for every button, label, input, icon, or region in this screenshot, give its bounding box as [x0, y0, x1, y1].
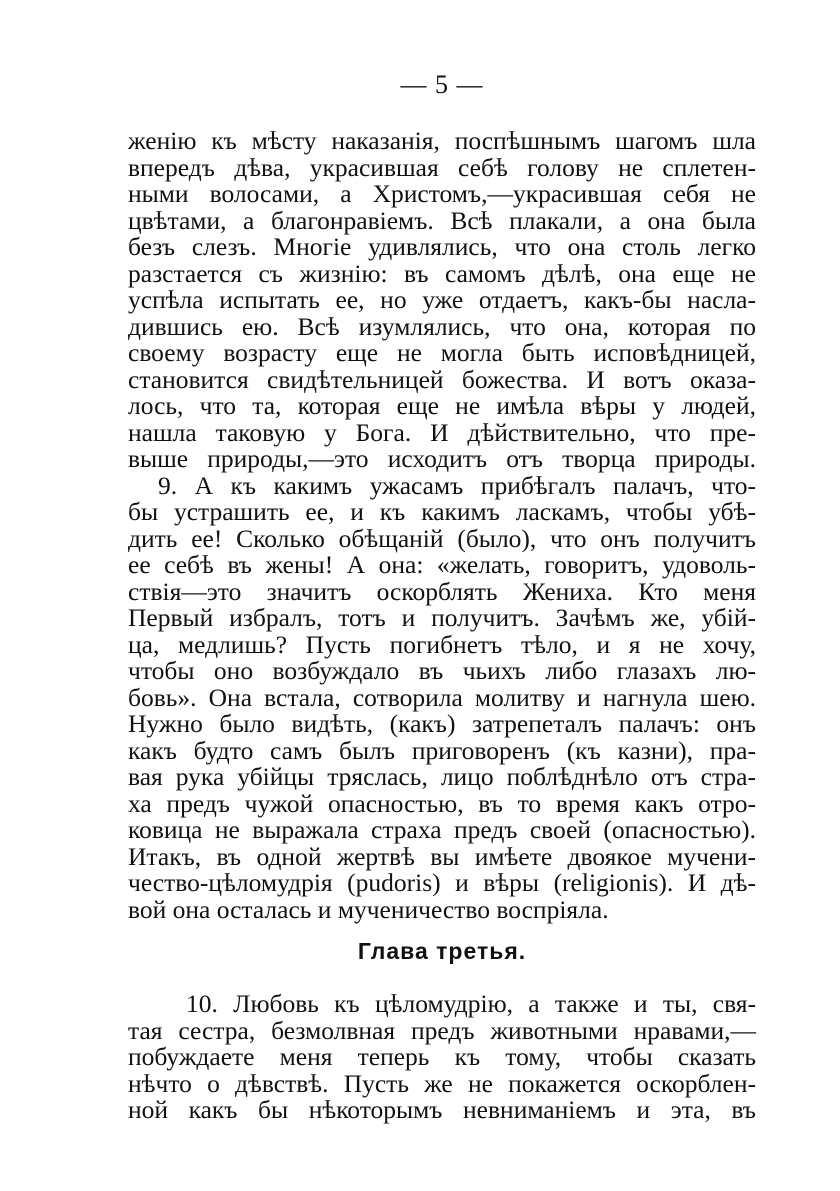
- text-line: нашла таковую у Бога. И дѣйствительно, что пре-: [128, 417, 756, 447]
- text-line: ствія—это значитъ оскорблять Жениха. Кто меня: [128, 576, 756, 606]
- text-line: своему возрасту еще не могла быть исповѣдницей,: [128, 338, 756, 367]
- body-text: [128, 128, 756, 923]
- body-text-continued: [128, 991, 756, 1124]
- text-line: чтобы оно возбуждало въ чьихъ либо глазахъ лю-: [128, 656, 756, 685]
- paragraph-start-line: 10. Любовь къ цѣломудрію, а также и ты, свя-: [186, 989, 756, 1018]
- text-line: бы устрашить ее, и къ какимъ ласкамъ, чтобы убѣ-: [128, 497, 756, 526]
- text-line: тая сестра, безмолвная предъ животными нравами,—: [128, 1015, 756, 1045]
- text-line: ца, медлишь? Пусть погибнетъ тѣло, и я не хочу,: [128, 629, 756, 659]
- text-line: чество-цѣломудрія (pudoris) и вѣры (religionis). И дѣ-: [128, 868, 756, 897]
- text-line: вая рука убійцы тряслась, лицо поблѣднѣло отъ стра-: [128, 762, 756, 791]
- text-line: нѣчто о дѣвствѣ. Пусть же не покажется оскорблен-: [128, 1068, 756, 1098]
- text-line: какъ будто самъ былъ приговоренъ (къ казни), пра-: [128, 735, 756, 765]
- text-line: лось, что та, которая еще не имѣла вѣры у людей,: [128, 391, 756, 420]
- text-line: женію къ мѣсту наказанія, поспѣшнымъ шагомъ шла: [128, 126, 756, 155]
- text-line: Итакъ, въ одной жертвѣ вы имѣете двоякое мучени-: [128, 841, 756, 871]
- text-line: успѣла испытать ее, но уже отдаетъ, какъ-бы насла-: [128, 285, 756, 314]
- text-line: ными волосами, а Христомъ,—украсившая себя не: [128, 179, 756, 208]
- text-line: ной какъ бы нѣкоторымъ невниманіемъ и эта, въ: [128, 1095, 756, 1124]
- text-line: дить ее! Сколько обѣщаній (было), что онъ получитъ: [128, 523, 756, 553]
- text-line: Нужно было видѣть, (какъ) затрепеталъ палачъ: онъ: [128, 709, 756, 738]
- text-line: бовь». Она встала, сотворила молитву и нагнула шею.: [128, 682, 756, 712]
- text-line: ковица не выражала страха предъ своей (опасностью).: [128, 815, 756, 844]
- chapter-heading: Глава третья.: [357, 938, 527, 964]
- text-line: безъ слезъ. Многіе удивлялись, что она столь легко: [128, 232, 756, 261]
- text-line: вой она осталась и мученичество воспріяла.: [128, 894, 609, 924]
- text-line: выше природы,—это исходитъ отъ творца природы.: [128, 444, 756, 473]
- text-line: ха предъ чужой опасностью, въ то время какъ отро-: [128, 788, 756, 818]
- paragraph-start-line: 9. А къ какимъ ужасамъ прибѣгалъ палачъ, что-: [158, 470, 756, 500]
- text-line: ее себѣ въ жены! А она: «желать, говоритъ, удоволь-: [128, 550, 756, 579]
- text-line: цвѣтами, а благонравіемъ. Всѣ плакали, а она была: [128, 205, 756, 235]
- text-line: становится свидѣтельницей божества. И вотъ оказа-: [128, 364, 756, 394]
- text-line: Первый избралъ, тотъ и получитъ. Зачѣмъ же, убій-: [128, 603, 756, 632]
- text-line: побуждаете меня теперь къ тому, чтобы сказать: [128, 1042, 756, 1071]
- text-line: дившись ею. Всѣ изумлялись, что она, которая по: [128, 311, 756, 341]
- text-line: впередъ дѣва, украсившая себѣ голову не сплетен-: [128, 152, 756, 182]
- page-number: — 5 —: [400, 70, 484, 99]
- text-line: разстается съ жизнію: въ самомъ дѣлѣ, она еще не: [128, 258, 756, 288]
